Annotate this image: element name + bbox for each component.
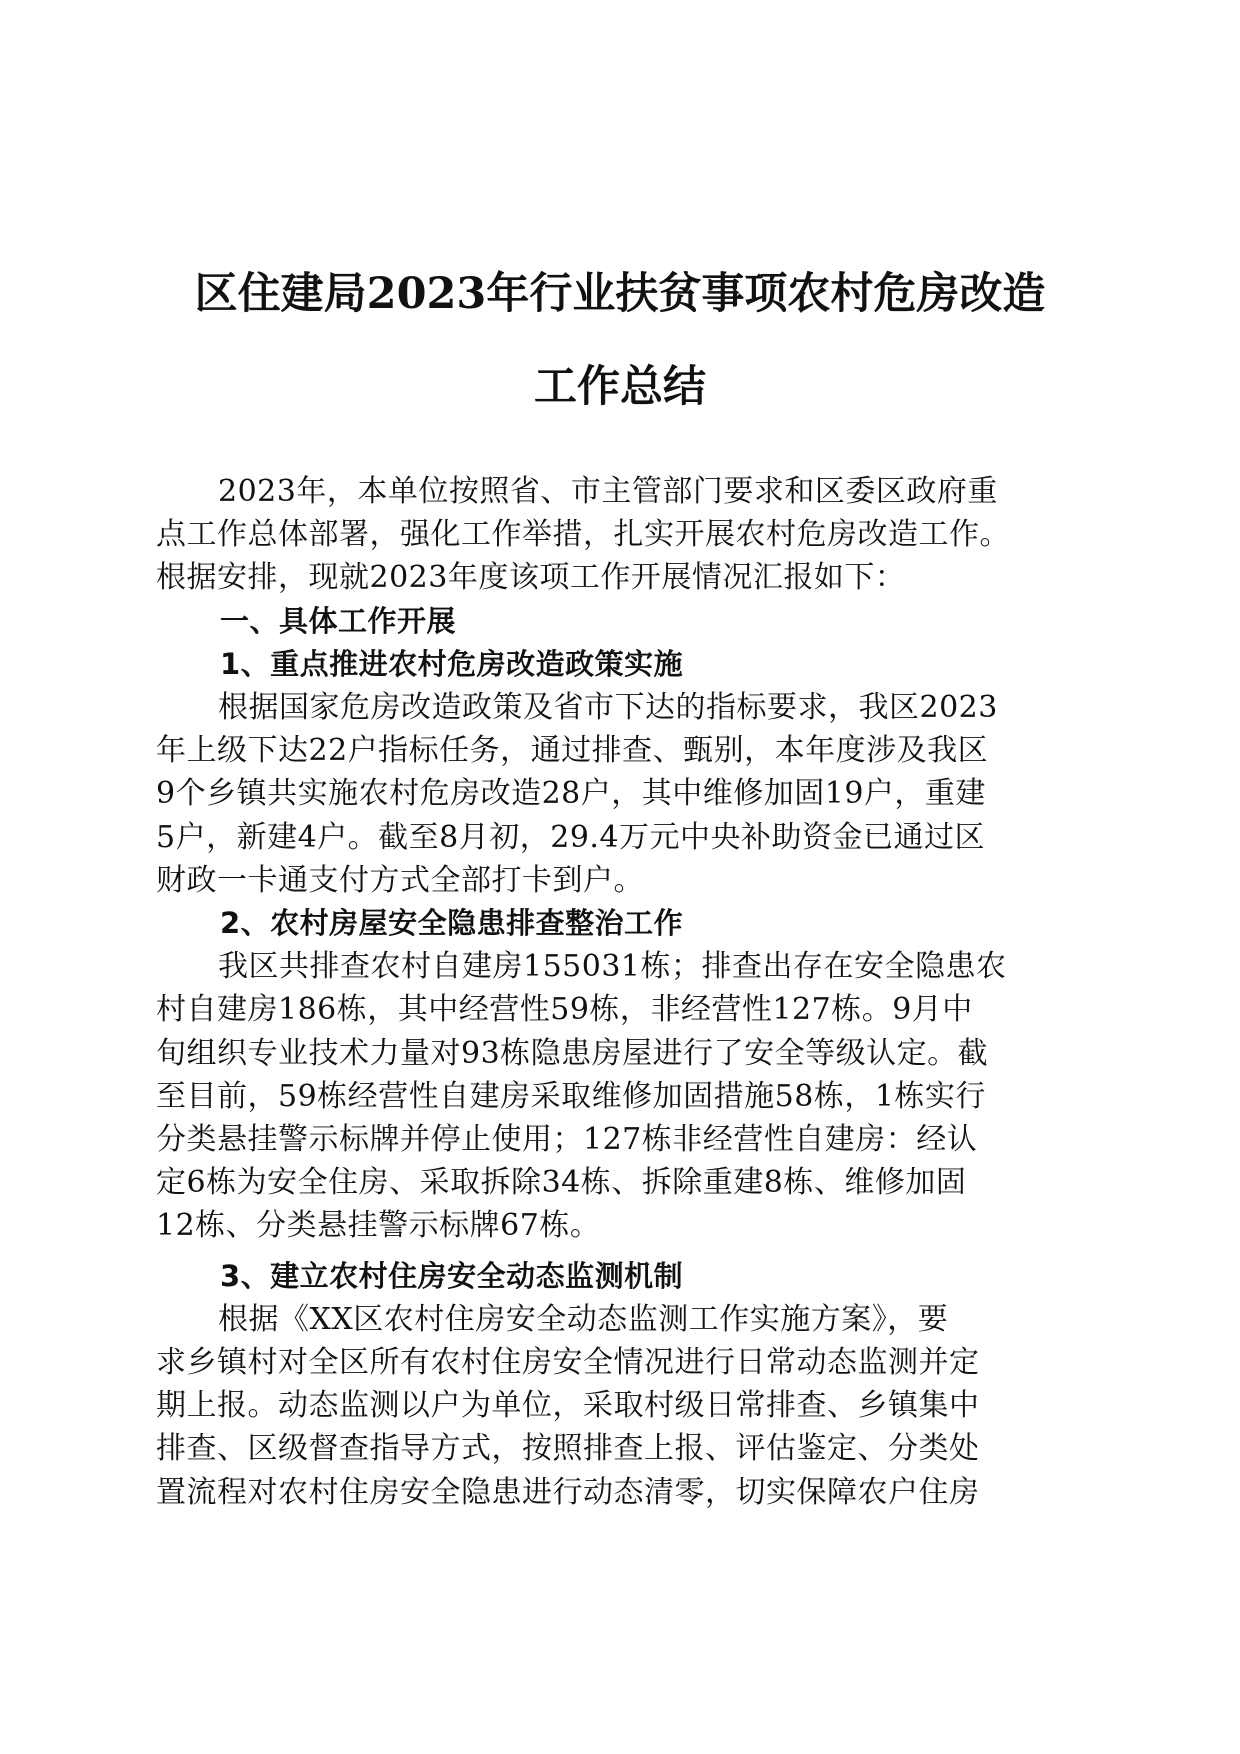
subsection-heading-1: 1、重点推进农村危房改造政策实施 [220,646,684,681]
subsection-heading-2: 2、农村房屋安全隐患排查整治工作 [220,906,684,941]
intro-line: 点工作总体部署，强化工作举措，扎实开展农村危房改造工作。 [156,517,1010,553]
paragraph-line: 置流程对农村住房安全隐患进行动态清零，切实保障农户住房 [156,1474,980,1510]
intro-line: 2023年，本单位按照省、市主管部门要求和区委区政府重 [218,474,998,509]
paragraph-line: 分类悬挂警示标牌并停止使用；127栋非经营性自建房：经认 [156,1122,978,1158]
paragraph-line: 期上报。动态监测以户为单位，采取村级日常排查、乡镇集中 [156,1388,980,1424]
intro-line: 根据安排，现就2023年度该项工作开展情况汇报如下： [156,560,906,596]
paragraph-line: 5户，新建4户。截至8月初，29.4万元中央补助资金已通过区 [156,819,986,855]
paragraph-line: 定6栋为安全住房、采取拆除34栋、拆除重建8栋、维修加固 [156,1165,967,1201]
spacer [156,1248,1081,1255]
paragraph-line: 求乡镇村对全区所有农村住房安全情况进行日常动态监测并定 [156,1345,980,1381]
paragraph-line: 9个乡镇共实施农村危房改造28户，其中维修加固19户，重建 [156,776,986,812]
document-body [156,470,1081,1514]
paragraph-line: 至目前，59栋经营性自建房采取维修加固措施58栋，1栋实行 [156,1078,986,1114]
paragraph-line: 财政一卡通支付方式全部打卡到户。 [156,862,644,898]
paragraph-line: 村自建房186栋，其中经营性59栋，非经营性127栋。9月中 [156,992,973,1028]
paragraph-line: 排查、区级督查指导方式，按照排查上报、评估鉴定、分类处 [156,1431,980,1467]
subsection-heading-3: 3、建立农村住房安全动态监测机制 [220,1258,684,1293]
section-heading-1: 一、具体工作开展 [220,603,457,638]
paragraph-line: 旬组织专业技术力量对93栋隐患房屋进行了安全等级认定。截 [156,1035,989,1071]
paragraph-line: 根据国家危房改造政策及省市下达的指标要求，我区2023 [218,690,998,726]
document-title [150,248,1090,434]
title-line-1: 区住建局2023年行业扶贫事项农村危房改造 [194,269,1046,319]
paragraph-line: 年上级下达22户指标任务，通过排查、甄别，本年度涉及我区 [156,733,989,769]
paragraph-line: 12栋、分类悬挂警示标牌67栋。 [156,1208,601,1244]
paragraph-line: 我区共排查农村自建房155031栋；排查出存在安全隐患农 [218,949,1007,985]
paragraph-line: 根据《XX区农村住房安全动态监测工作实施方案》，要 [218,1301,949,1337]
title-line-2: 工作总结 [534,362,706,412]
